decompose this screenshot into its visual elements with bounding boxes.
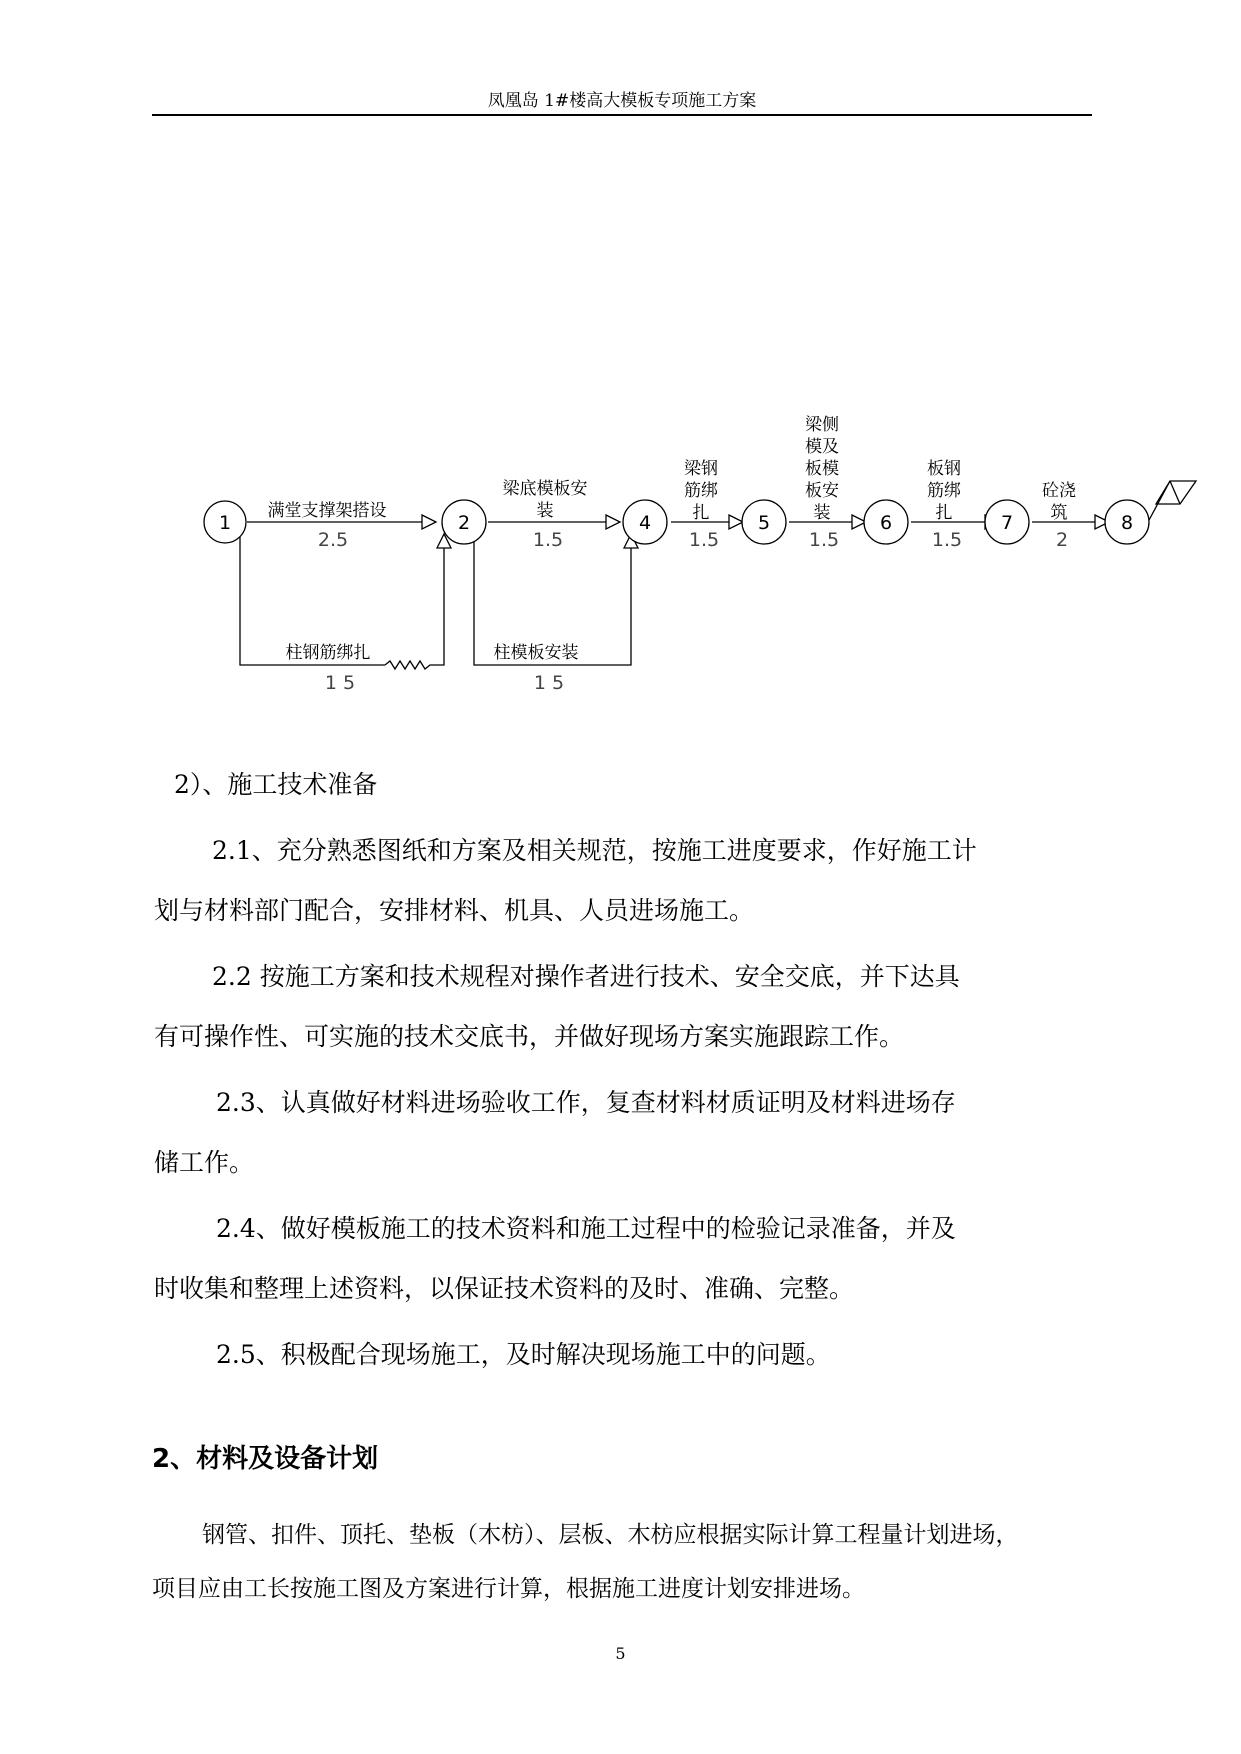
activity-beam-bottom-duration: 1.5 (532, 529, 564, 551)
arrowhead-1-2 (422, 515, 436, 529)
activity-beam-bottom-label-1: 梁底模板安 (502, 479, 588, 499)
arrowhead-2-4 (606, 515, 620, 529)
page-header-title: 凤凰岛 1#楼高大模板专项施工方案 (487, 91, 757, 111)
activity-beam-side-label-4: 板安 (805, 481, 839, 501)
activity-beam-rebar-duration: 1.5 (688, 529, 720, 551)
activity-concrete-label-1: 砼浇 (1042, 481, 1076, 501)
materials-line-2: 项目应由工长按施工图及方案进行计算，根据施工进度计划安排进场。 (152, 1576, 865, 1602)
activity-beam-side-label-5: 装 (813, 503, 831, 523)
item-2-3-line-2: 储工作。 (154, 1148, 255, 1177)
activity-beam-side-label-2: 模及 (805, 437, 839, 457)
item-2-1-line-2: 划与材料部门配合，安排材料、机具、人员进场施工。 (154, 896, 755, 925)
activity-column-rebar-label: 柱钢筋绑扎 (285, 643, 371, 663)
item-2-1-line-1: 2.1、充分熟悉图纸和方案及相关规范，按施工进度要求，作好施工计 (212, 836, 977, 865)
section-heading-tech-prep: 2）、施工技术准备 (174, 770, 378, 799)
activity-beam-side-label-1: 梁侧 (805, 415, 839, 435)
end-flag (1156, 481, 1196, 504)
activity-beam-rebar-label-1: 梁钢 (684, 459, 718, 479)
activity-column-rebar-duration: 1 5 (324, 672, 356, 694)
activity-slab-rebar-label-2: 筋绑 (927, 481, 961, 501)
node-7-label: 7 (1000, 512, 1014, 534)
arrowhead-4-5 (729, 515, 743, 529)
page-number: 5 (615, 1644, 626, 1663)
activity-beam-side-duration: 1.5 (808, 529, 840, 551)
activity-scaffold-duration: 2.5 (317, 529, 349, 551)
node-5-label: 5 (757, 512, 771, 534)
item-2-4-line-2: 时收集和整理上述资料，以保证技术资料的及时、准确、完整。 (154, 1274, 855, 1303)
item-2-3-line-1: 2.3、认真做好材料进场验收工作，复查材料材质证明及材料进场存 (216, 1088, 956, 1117)
materials-line-1: 钢管、扣件、顶托、垫板（木枋）、层板、木枋应根据实际计算工程量计划进场， (202, 1522, 1019, 1548)
node-2-label: 2 (457, 512, 471, 534)
activity-beam-side-label-3: 板模 (805, 459, 839, 479)
node-1-label: 1 (218, 512, 232, 534)
node-4-label: 4 (638, 512, 652, 534)
activity-beam-bottom-label-2: 装 (536, 501, 554, 521)
activity-concrete-duration: 2 (1055, 529, 1069, 551)
activity-column-formwork-duration: 1 5 (533, 672, 565, 694)
activity-slab-rebar-label-3: 扎 (935, 503, 953, 523)
section-heading-materials: 2、材料及设备计划 (152, 1444, 379, 1474)
activity-scaffold-label: 满堂支撑架搭设 (267, 501, 387, 521)
item-2-2-line-1: 2.2 按施工方案和技术规程对操作者进行技术、安全交底，并下达具 (212, 962, 960, 991)
activity-beam-rebar-label-3: 扎 (692, 503, 710, 523)
branch-column-rebar-wavy (385, 548, 444, 669)
node-6-label: 6 (879, 512, 893, 534)
item-2-4-line-1: 2.4、做好模板施工的技术资料和施工过程中的检验记录准备，并及 (216, 1214, 956, 1243)
node-8-label: 8 (1120, 512, 1134, 534)
activity-concrete-label-2: 筑 (1050, 503, 1068, 523)
activity-slab-rebar-duration: 1.5 (931, 529, 963, 551)
item-2-5-line-1: 2.5、积极配合现场施工，及时解决现场施工中的问题。 (216, 1340, 831, 1369)
activity-column-formwork-label: 柱模板安装 (493, 643, 579, 663)
activity-slab-rebar-label-1: 板钢 (927, 459, 961, 479)
network-diagram (0, 0, 1241, 720)
activity-beam-rebar-label-2: 筋绑 (684, 481, 718, 501)
item-2-2-line-2: 有可操作性、可实施的技术交底书，并做好现场方案实施跟踪工作。 (154, 1022, 905, 1051)
